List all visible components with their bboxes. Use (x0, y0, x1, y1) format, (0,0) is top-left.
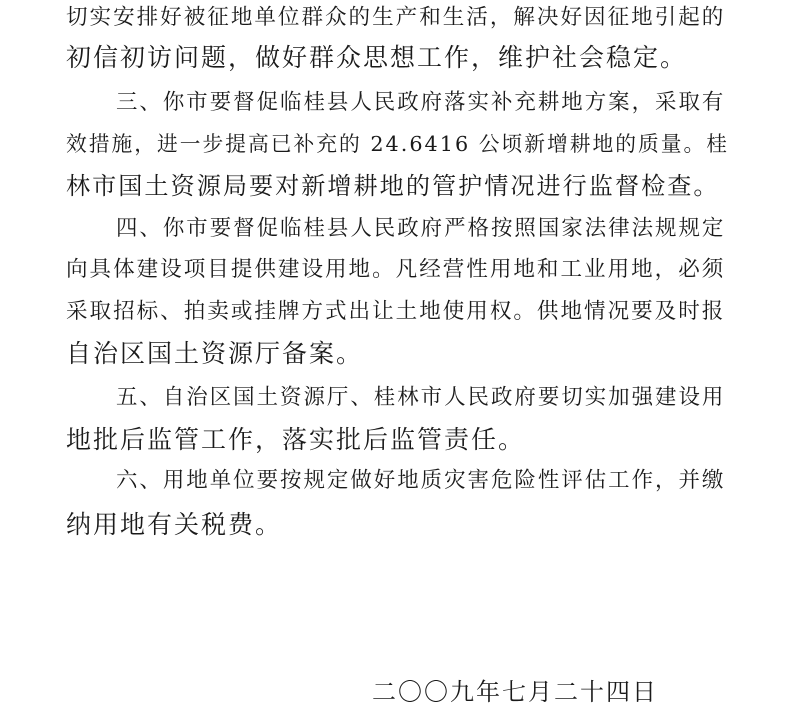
text-line: 效措施，进一步提高已补充的 24.6416 公顷新增耕地的质量。桂 (66, 132, 729, 156)
text-line: 四、你市要督促临桂县人民政府严格按照国家法律法规规定 (116, 216, 726, 241)
text-line: 自治区国土资源厅备案。 (66, 339, 364, 368)
text-line: 六、用地单位要按规定做好地质灾害危险性评估工作，并缴 (116, 468, 726, 493)
text-line: 切实安排好被征地单位群众的生产和生活，解决好因征地引起的 (66, 5, 726, 30)
text-line: 初信初访问题，做好群众思想工作，维护社会稳定。 (66, 43, 688, 72)
text-line: 林市国土资源局要对新增耕地的管护情况进行监督检查。 (66, 172, 720, 200)
text-line: 采取招标、拍卖或挂牌方式出让土地使用权。供地情况要及时报 (66, 299, 726, 324)
text-line: 向具体建设项目提供建设用地。凡经营性用地和工业用地，必须 (66, 257, 726, 282)
text-line: 纳用地有关税费。 (66, 510, 283, 539)
text-line: 三、你市要督促临桂县人民政府落实补充耕地方案，采取有 (116, 90, 726, 115)
document-date: 二〇〇九年七月二十四日 (372, 678, 658, 706)
text-line: 地批后监管工作，落实批后监管责任。 (66, 425, 526, 454)
text-line: 五、自治区国土资源厅、桂林市人民政府要切实加强建设用 (116, 385, 726, 410)
